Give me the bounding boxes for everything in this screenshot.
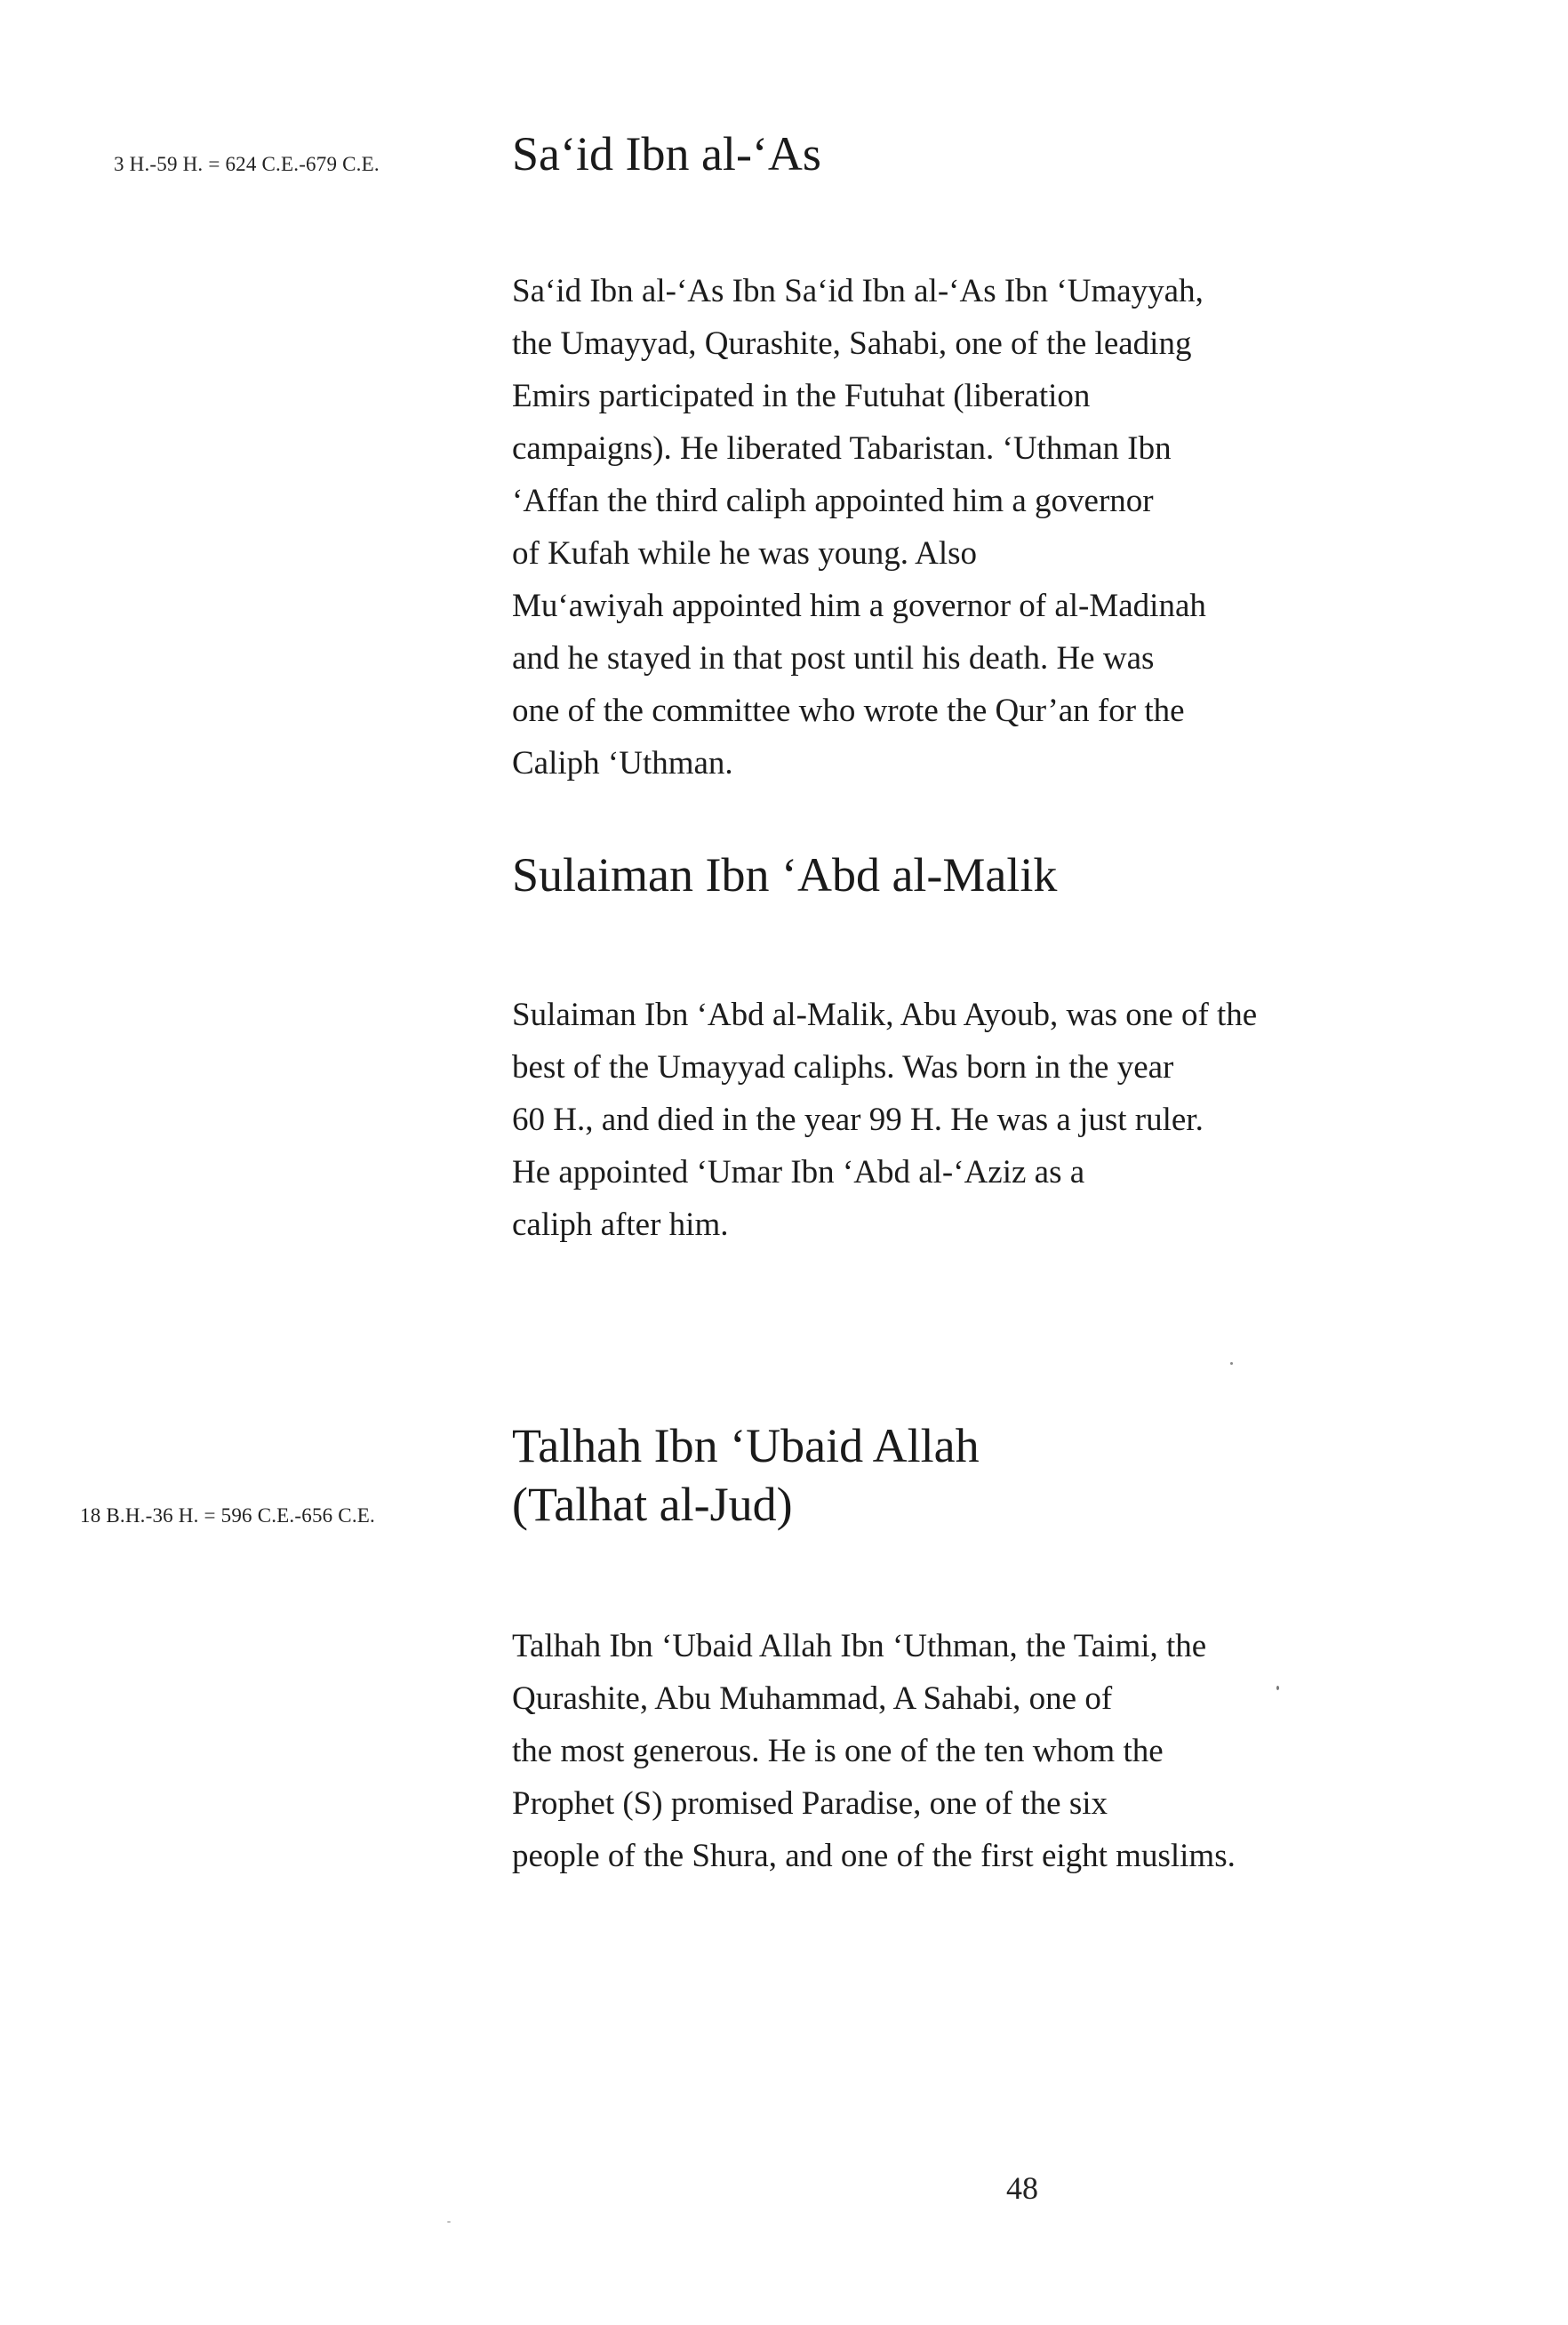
entry-heading-sulaiman: [512, 846, 1057, 904]
heading-line: Sa‘id Ibn al-‘As: [512, 127, 821, 180]
body-line: ‘Affan the third caliph appointed him a governor: [512, 483, 1154, 519]
body-line: best of the Umayyad caliphs. Was born in the year: [512, 1049, 1174, 1086]
entry-heading-said: [512, 124, 821, 183]
heading-line: Sulaiman Ibn ‘Abd al-Malik: [512, 848, 1058, 902]
entry-body-sulaiman: [512, 989, 1454, 1251]
body-line: Mu‘awiyah appointed him a governor of al-Madinah: [512, 588, 1206, 624]
page-number: 48: [1006, 2170, 1038, 2206]
heading-line: (Talhat al-Jud): [512, 1478, 793, 1531]
entry-date-said: 3 H.-59 H. = 624 C.E.-679 C.E.: [114, 153, 380, 175]
body-line: Sa‘id Ibn al-‘As Ibn Sa‘id Ibn al-‘As Ibn ‘Umayyah,: [512, 273, 1204, 309]
heading-line: Talhah Ibn ‘Ubaid Allah: [512, 1419, 980, 1472]
scan-speck: [1230, 1362, 1233, 1365]
body-line: people of the Shura, and one of the first eight muslims.: [512, 1838, 1236, 1874]
body-line: one of the committee who wrote the Qur’an for the: [512, 693, 1185, 729]
entry-body-talhah: [512, 1620, 1454, 1882]
entry-heading-talhah: [512, 1416, 980, 1534]
body-line: of Kufah while he was young. Also: [512, 535, 978, 572]
entry-date-talhah: 18 B.H.-36 H. = 596 C.E.-656 C.E.: [80, 1504, 375, 1527]
body-line: 60 H., and died in the year 99 H. He was a just ruler.: [512, 1102, 1204, 1138]
body-line: and he stayed in that post until his death. He was: [512, 640, 1155, 677]
body-line: campaigns). He liberated Tabaristan. ‘Uthman Ibn: [512, 430, 1172, 467]
body-line: Emirs participated in the Futuhat (liberation: [512, 378, 1091, 414]
body-line: the Umayyad, Qurashite, Sahabi, one of the leading: [512, 325, 1192, 362]
body-line: Talhah Ibn ‘Ubaid Allah Ibn ‘Uthman, the Taimi, the: [512, 1628, 1207, 1664]
body-line: caliph after him.: [512, 1207, 729, 1243]
body-line: Prophet (S) promised Paradise, one of the six: [512, 1785, 1108, 1822]
body-line: Caliph ‘Uthman.: [512, 745, 733, 782]
scan-speck: [447, 2221, 451, 2223]
body-line: He appointed ‘Umar Ibn ‘Abd al-‘Aziz as a: [512, 1154, 1085, 1191]
entry-body-said: [512, 265, 1454, 790]
body-line: the most generous. He is one of the ten whom the: [512, 1733, 1164, 1769]
body-line: Sulaiman Ibn ‘Abd al-Malik, Abu Ayoub, was one of the: [512, 997, 1258, 1033]
scan-speck: [1276, 1686, 1279, 1690]
body-line: Qurashite, Abu Muhammad, A Sahabi, one of: [512, 1680, 1113, 1717]
